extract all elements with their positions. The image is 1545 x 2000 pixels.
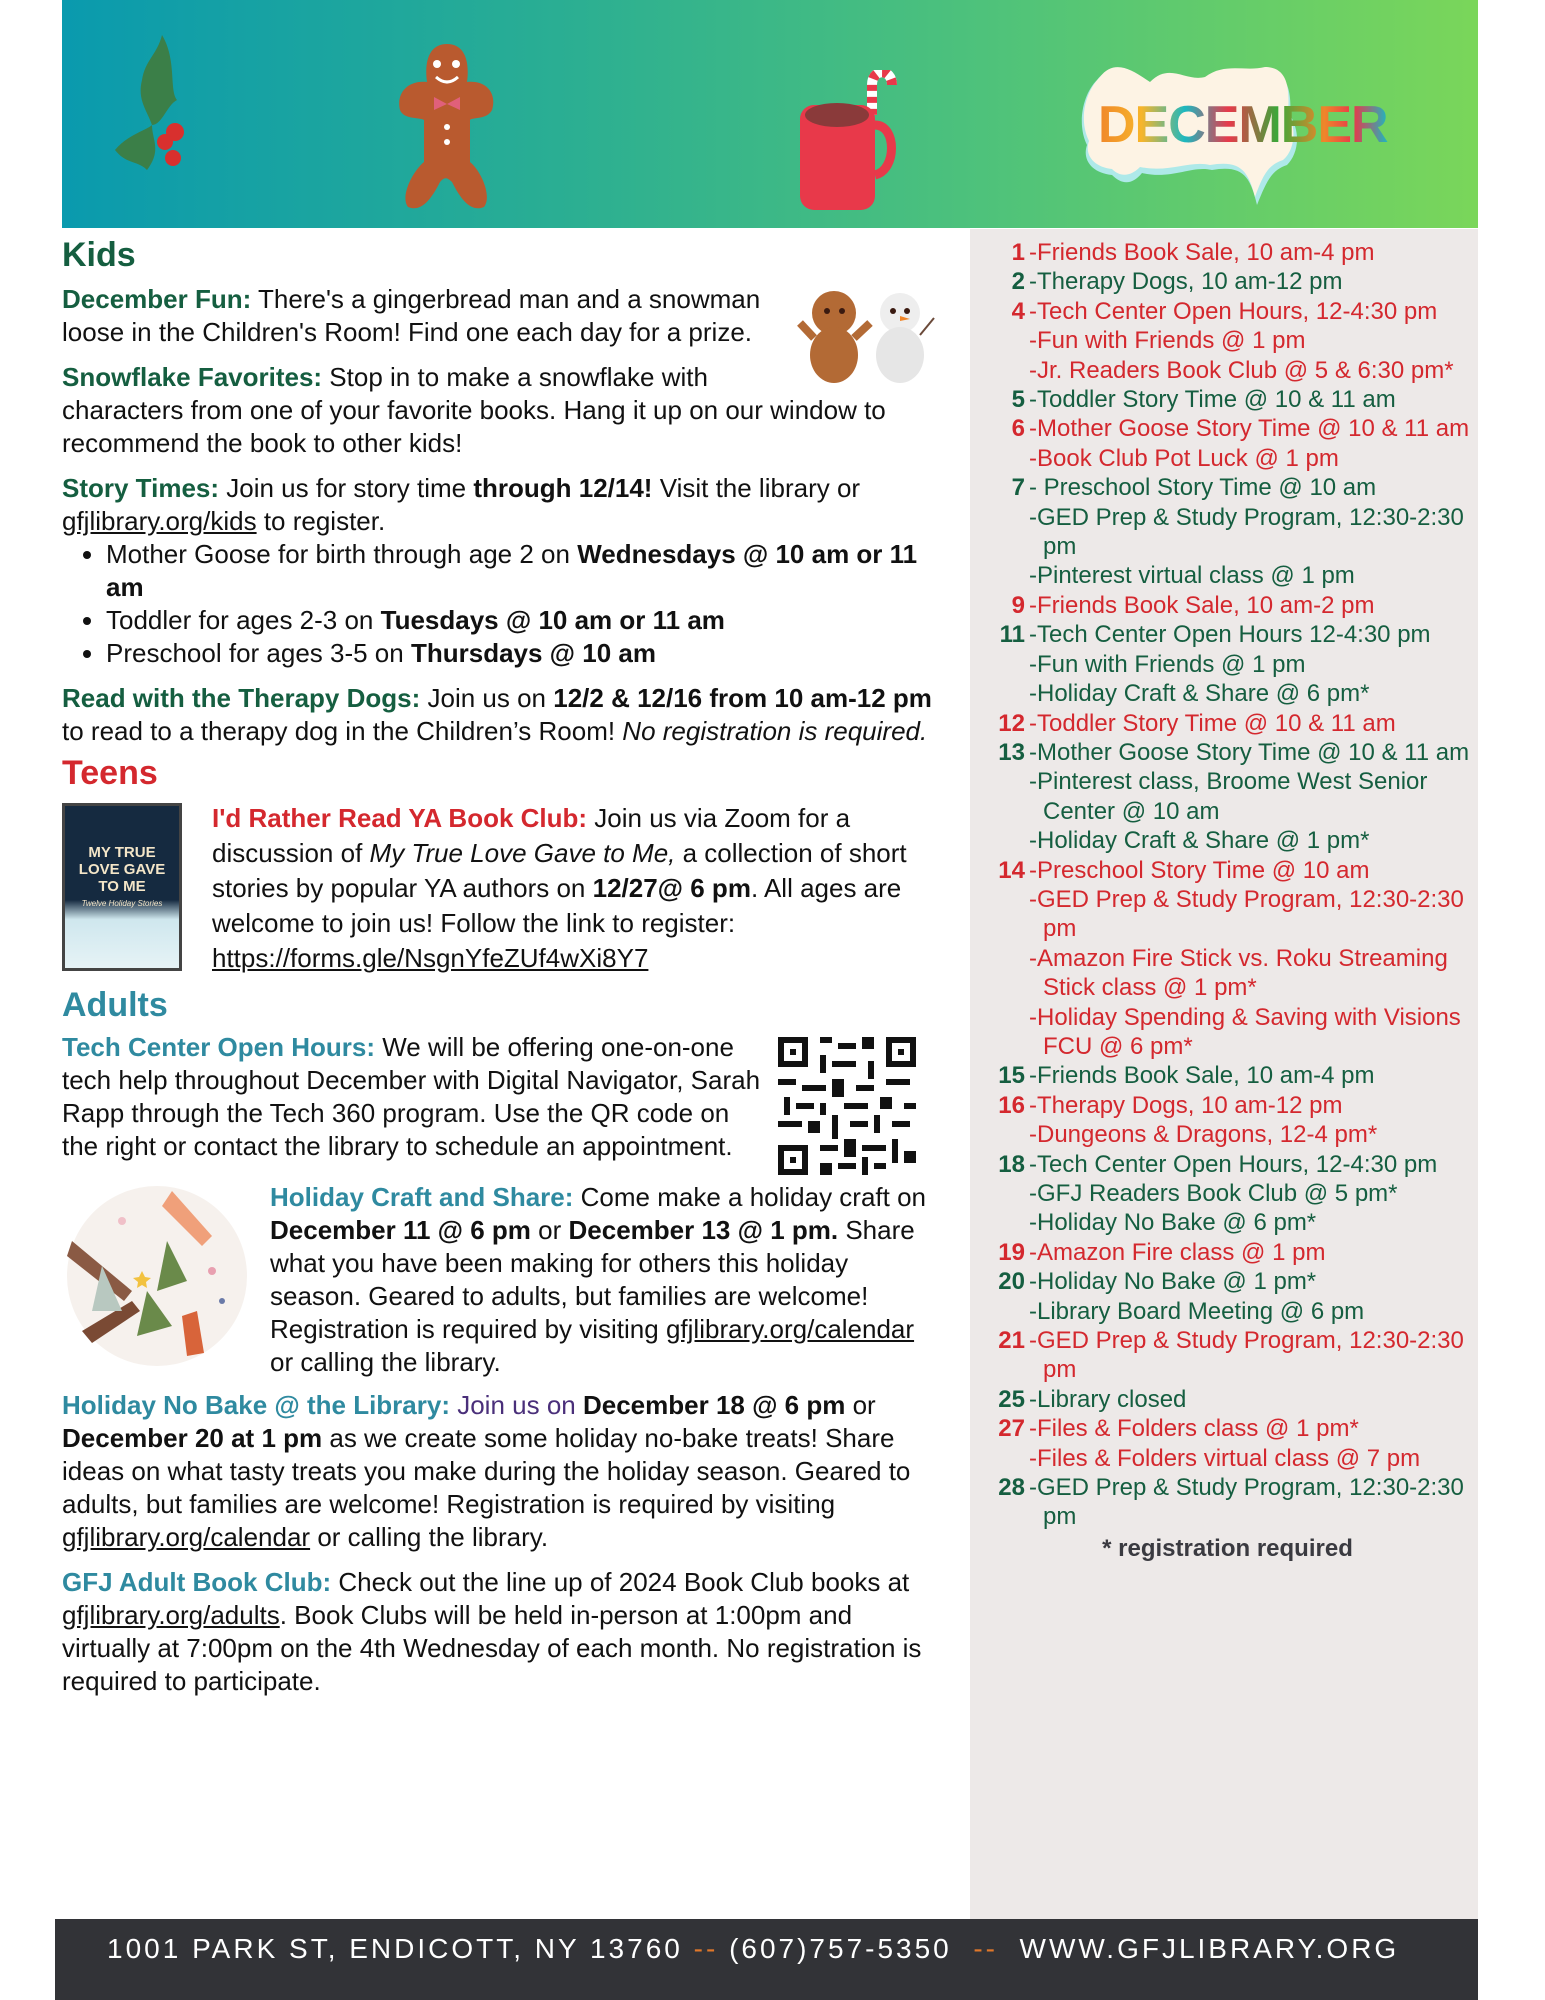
calendar-day: 14	[998, 856, 1025, 884]
craft-section	[62, 1181, 942, 1389]
calendar-entry	[985, 385, 1470, 414]
calendar-entry	[985, 944, 1470, 1003]
story-time-when: Wednesdays @ 10 am or 11 am	[106, 539, 918, 602]
december-fun-label: December Fun:	[62, 284, 252, 314]
calendar-day	[985, 444, 1029, 473]
calendar-day: 11	[999, 621, 1025, 649]
calendar-day: 27	[998, 1415, 1025, 1443]
no-bake-label: Holiday No Bake @ the Library:	[62, 1390, 450, 1420]
calendar-entry	[985, 1179, 1470, 1208]
calendar-entry	[985, 620, 1470, 649]
calendar-entry	[985, 1414, 1470, 1443]
calendar-entry	[985, 561, 1470, 590]
story-time-item	[106, 637, 942, 670]
calendar-day	[985, 944, 1029, 1003]
calendar-event: -Library closed	[1029, 1385, 1187, 1413]
calendar-event: -Tech Center Open Hours, 12-4:30 pm	[1029, 1150, 1438, 1178]
calendar-event: -Therapy Dogs, 10 am-12 pm	[1029, 268, 1343, 296]
calendar-day: 25	[998, 1385, 1025, 1413]
calendar-entry	[985, 1091, 1470, 1120]
calendar-event: -Pinterest virtual class @ 1 pm	[1029, 562, 1355, 590]
calendar-day: 5	[1011, 386, 1025, 414]
calendar-entry	[985, 238, 1470, 267]
calendar-event: -Mother Goose Story Time @ 10 & 11 am	[1029, 415, 1470, 443]
calendar-entry	[985, 473, 1470, 502]
calendar-day	[985, 767, 1029, 826]
footer-contact	[107, 1933, 1399, 1965]
qr-code[interactable]	[772, 1031, 922, 1181]
tech-center-section	[62, 1031, 942, 1181]
book-cover-title: MY TRUE LOVE GAVE TO ME	[78, 844, 166, 895]
calendar-event: -Therapy Dogs, 10 am-12 pm	[1029, 1091, 1343, 1119]
adults-link[interactable]: gfjlibrary.org/adults	[62, 1600, 280, 1630]
story-times-text: Join us for story time	[219, 473, 474, 503]
calendar-event: -Files & Folders class @ 1 pm*	[1029, 1415, 1359, 1443]
calendar-entry	[985, 650, 1470, 679]
adults-heading: Adults	[62, 986, 168, 1024]
december-badge	[1072, 55, 1388, 210]
therapy-dogs-dates: 12/2 & 12/16 from 10 am-12 pm	[553, 683, 932, 713]
craft-text: or	[530, 1215, 569, 1245]
calendar-day	[985, 1179, 1029, 1208]
craft-date: December 11 @ 6 pm	[270, 1215, 531, 1245]
calendar-event: -Toddler Story Time @ 10 & 11 am	[1029, 709, 1396, 737]
no-bake-date: December 20 at 1 pm	[62, 1423, 323, 1453]
holiday-craft-illustration	[62, 1181, 252, 1371]
calendar-entry	[985, 591, 1470, 620]
teens-heading: Teens	[62, 754, 158, 792]
book-club-text: . Book Clubs will be held in-person at 1:00pm and virtually at 7:00pm on the 4th Wednesday of each month. No registration is required to participate.	[62, 1600, 922, 1696]
qr-code-icon	[772, 1031, 922, 1181]
calendar-event: -Mother Goose Story Time @ 10 & 11 am	[1029, 738, 1470, 766]
calendar-entry	[985, 767, 1470, 826]
craft-text: or calling the library.	[270, 1347, 501, 1377]
kids-link[interactable]: gfjlibrary.org/kids	[62, 506, 257, 536]
calendar-day: 4	[1011, 297, 1025, 325]
story-times-date: through 12/14!	[473, 473, 653, 503]
calendar-entry	[985, 738, 1470, 767]
ya-book-club	[62, 801, 942, 976]
calendar-entry	[985, 885, 1470, 944]
calendar-event: -Holiday Craft & Share @ 1 pm*	[1029, 827, 1370, 855]
book-cover-image	[62, 803, 182, 971]
calendar-event: -Holiday Craft & Share @ 6 pm*	[1029, 680, 1370, 708]
registration-note: * registration required	[1102, 1534, 1353, 1562]
calendar-day	[985, 503, 1029, 562]
calendar-event: -GED Prep & Study Program, 12:30-2:30 pm	[1029, 1474, 1464, 1531]
month-title: DECEMBER	[1098, 96, 1388, 154]
story-time-desc: Mother Goose for birth through age 2 on	[106, 539, 578, 569]
calendar-entry	[985, 444, 1470, 473]
holly-icon	[107, 30, 197, 175]
therapy-dogs	[62, 682, 942, 748]
calendar-entry	[985, 679, 1470, 708]
calendar-event: -Toddler Story Time @ 10 & 11 am	[1029, 386, 1396, 414]
calendar-event: -Tech Center Open Hours, 12-4:30 pm	[1029, 297, 1438, 325]
calendar-entry	[985, 503, 1470, 562]
calendar-entry	[985, 356, 1470, 385]
calendar-event: -Holiday Spending & Saving with Visions FCU @ 6 pm*	[1029, 1003, 1461, 1060]
calendar-day: 21	[998, 1327, 1025, 1355]
ya-club-text: . All ages are welcome to join us! Follow the link to register:	[212, 873, 902, 938]
calendar-event: -GED Prep & Study Program, 12:30-2:30 pm	[1029, 885, 1464, 943]
calendar-day	[985, 826, 1029, 855]
calendar-day: 28	[998, 1474, 1025, 1502]
craft-text: Share what you have been making for others this holiday season. Geared to adults, but families are welcome! Registration is required by visiting	[270, 1215, 915, 1344]
calendar-day	[985, 1444, 1029, 1473]
story-time-when: Tuesdays @ 10 am or 11 am	[380, 605, 725, 635]
no-bake-calendar-link[interactable]: gfjlibrary.org/calendar	[62, 1522, 311, 1552]
calendar-day: 12	[998, 709, 1025, 737]
calendar-entry	[985, 856, 1470, 885]
calendar-entry	[985, 1326, 1470, 1385]
gingerbread-snowman-icon	[792, 283, 942, 388]
no-bake-text: Join us on	[450, 1390, 583, 1420]
craft-label: Holiday Craft and Share:	[270, 1182, 574, 1212]
ya-club-text: a collection of short stories by popular YA authors on	[212, 838, 907, 903]
footer	[55, 1919, 1478, 2000]
story-time-desc: Preschool for ages 3-5 on	[106, 638, 411, 668]
calendar-entry	[985, 326, 1470, 355]
calendar-event: -GED Prep & Study Program, 12:30-2:30 pm	[1029, 503, 1464, 561]
craft-calendar-link[interactable]: gfjlibrary.org/calendar	[665, 1314, 915, 1344]
snowflake-text: Stop in to make a snowflake with characters from one of your favorite books. Hang it up on our window to recommend the book to other kids!	[62, 362, 886, 458]
story-times-text: Visit the library or	[652, 473, 861, 503]
calendar-entry	[985, 1003, 1470, 1062]
calendar-day: 16	[998, 1091, 1025, 1119]
calendar-day	[985, 1208, 1029, 1237]
calendar-event: -Pinterest class, Broome West Senior Center @ 10 am	[1029, 768, 1428, 825]
ya-club-label: I'd Rather Read YA Book Club:	[212, 803, 588, 833]
calendar-day	[985, 1120, 1029, 1149]
ya-club-date: 12/27@ 6 pm	[592, 873, 751, 903]
calendar-entry	[985, 414, 1470, 443]
calendar-event: -Library Board Meeting @ 6 pm	[1029, 1297, 1365, 1325]
calendar-event: -Friends Book Sale, 10 am-2 pm	[1029, 591, 1375, 619]
tech-center-text: We will be offering one-on-one tech help throughout December with Digital Navigator, Sarah Rapp through the Tech 360 program. Use the QR code on the right or contact the library to schedule an appointment.	[62, 1032, 761, 1161]
book-club-text: Check out the line up of 2024 Book Club books at	[331, 1567, 910, 1597]
calendar-entry	[985, 1297, 1470, 1326]
calendar-event: -Amazon Fire Stick vs. Roku Streaming Stick class @ 1 pm*	[1029, 944, 1448, 1002]
no-bake-text: or calling the library.	[310, 1522, 549, 1552]
calendar-day: 13	[998, 738, 1025, 766]
therapy-dogs-text: Join us on	[420, 683, 554, 713]
calendar-event: -Holiday No Bake @ 1 pm*	[1029, 1268, 1317, 1296]
calendar-entry	[985, 1238, 1470, 1267]
calendar-entry	[985, 1061, 1470, 1090]
calendar-event: -Amazon Fire class @ 1 pm	[1029, 1238, 1326, 1266]
calendar-event: -Holiday No Bake @ 6 pm*	[1029, 1209, 1317, 1237]
event-calendar	[985, 238, 1470, 1563]
kids-heading: Kids	[62, 236, 136, 274]
ya-club-book-title: My True Love Gave to Me,	[369, 838, 676, 868]
snowflake-label: Snowflake Favorites:	[62, 362, 323, 392]
story-time-desc: Toddler for ages 2-3 on	[106, 605, 381, 635]
calendar-event: -Jr. Readers Book Club @ 5 & 6:30 pm*	[1029, 356, 1454, 384]
story-times-text: to register.	[256, 506, 386, 536]
story-times-label: Story Times:	[62, 473, 220, 503]
calendar-day	[985, 885, 1029, 944]
calendar-event: -Files & Folders virtual class @ 7 pm	[1029, 1444, 1421, 1472]
no-bake-date: December 18 @ 6 pm	[582, 1390, 846, 1420]
calendar-event: -Fun with Friends @ 1 pm	[1029, 327, 1306, 355]
story-time-item	[106, 538, 942, 604]
header-banner	[62, 0, 1478, 228]
story-time-when: Thursdays @ 10 am	[410, 638, 656, 668]
footer-address: 1001 PARK ST, ENDICOTT, NY 13760	[107, 1933, 683, 1964]
craft-date: December 13 @ 1 pm.	[568, 1215, 839, 1245]
gingerbread-man-icon	[392, 42, 502, 212]
footer-separator: --	[693, 1933, 719, 1964]
footer-phone[interactable]: (607)757-5350	[729, 1933, 952, 1964]
holiday-no-bake	[62, 1389, 942, 1554]
calendar-entry	[985, 826, 1470, 855]
calendar-day	[985, 650, 1029, 679]
calendar-entry	[985, 297, 1470, 326]
calendar-day: 1	[1011, 239, 1025, 266]
calendar-event: -Friends Book Sale, 10 am-4 pm	[1029, 239, 1375, 266]
calendar-entry	[985, 709, 1470, 738]
calendar-day	[985, 326, 1029, 355]
calendar-day	[985, 679, 1029, 708]
ya-club-text: Join us via Zoom for a discussion of	[212, 803, 851, 868]
therapy-dogs-note: No registration is required.	[622, 716, 928, 746]
footer-separator: --	[973, 1933, 998, 1964]
ya-club-section	[62, 799, 942, 976]
calendar-entry	[985, 1208, 1470, 1237]
calendar-entry	[985, 1150, 1470, 1179]
no-bake-text: or	[845, 1390, 876, 1420]
book-club-label: GFJ Adult Book Club:	[62, 1567, 332, 1597]
calendar-event: -Preschool Story Time @ 10 am	[1029, 856, 1370, 884]
calendar-event: -Book Club Pot Luck @ 1 pm	[1029, 444, 1339, 472]
calendar-entry	[985, 1473, 1470, 1532]
calendar-event: -Friends Book Sale, 10 am-4 pm	[1029, 1062, 1375, 1090]
therapy-dogs-label: Read with the Therapy Dogs:	[62, 683, 421, 713]
no-bake-text: as we create some holiday no-bake treats! Share ideas on what tasty treats you make during the holiday season. Geared to adults, but families are welcome! Registration is required by visiting	[62, 1423, 911, 1519]
calendar-day: 15	[998, 1062, 1025, 1090]
calendar-day: 6	[1011, 415, 1025, 443]
calendar-day	[985, 356, 1029, 385]
calendar-entry	[985, 1385, 1470, 1414]
calendar-entry	[985, 267, 1470, 296]
tech-center-label: Tech Center Open Hours:	[62, 1032, 376, 1062]
story-time-item	[106, 604, 942, 637]
therapy-dogs-text: to read to a therapy dog in the Children’s Room!	[62, 716, 623, 746]
adult-book-club	[62, 1566, 942, 1698]
calendar-event: -Dungeons & Dragons, 12-4 pm*	[1029, 1121, 1378, 1149]
calendar-day	[985, 561, 1029, 590]
calendar-day	[985, 1003, 1029, 1062]
calendar-day	[985, 1297, 1029, 1326]
calendar-day: 19	[998, 1238, 1025, 1266]
calendar-event: -Tech Center Open Hours 12-4:30 pm	[1029, 621, 1431, 649]
calendar-day: 7	[1011, 474, 1025, 502]
craft-text: Come make a holiday craft on	[573, 1182, 927, 1212]
calendar-entry	[985, 1444, 1470, 1473]
calendar-day: 2	[1011, 268, 1025, 296]
cocoa-mug-icon	[792, 70, 912, 215]
calendar-day: 9	[1011, 591, 1025, 619]
calendar-day: 18	[998, 1150, 1025, 1178]
footer-website[interactable]: WWW.GFJLIBRARY.ORG	[1019, 1933, 1400, 1964]
ya-club-register-link[interactable]: https://forms.gle/NsgnYfeZUf4wXi8Y7	[212, 943, 649, 973]
calendar-event: -GED Prep & Study Program, 12:30-2:30 pm	[1029, 1327, 1464, 1384]
story-times-list	[62, 538, 942, 670]
main-content	[62, 236, 942, 1710]
calendar-entry	[985, 1267, 1470, 1296]
book-cover-subtitle: Twelve Holiday Stories	[81, 899, 163, 908]
calendar-event: -Fun with Friends @ 1 pm	[1029, 650, 1306, 678]
calendar-day: 20	[998, 1268, 1025, 1296]
december-fun-text: There's a gingerbread man and a snowman loose in the Children's Room! Find one each day for a prize.	[62, 284, 761, 347]
calendar-event: - Preschool Story Time @ 10 am	[1029, 474, 1377, 502]
story-times	[62, 472, 942, 538]
calendar-event: -GFJ Readers Book Club @ 5 pm*	[1029, 1180, 1398, 1207]
calendar-entry	[985, 1120, 1470, 1149]
